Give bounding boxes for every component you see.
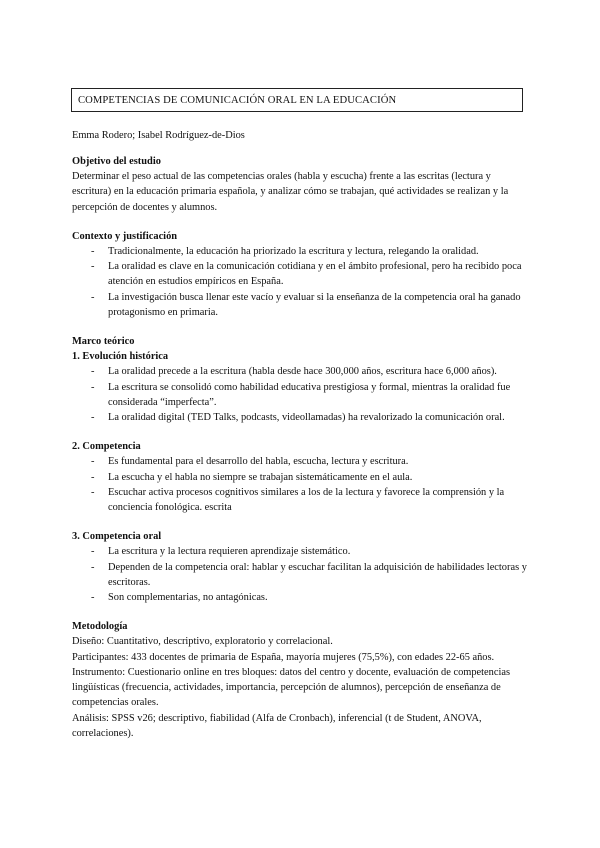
list-item: - Son complementarias, no antagónicas. <box>72 590 528 605</box>
theory-section <box>72 334 528 605</box>
list-item: - Tradicionalmente, la educación ha priorizado la escritura y lectura, relegando la oralidad. <box>72 244 528 259</box>
list-item: - Dependen de la competencia oral: hablar y escuchar facilitan la adquisición de habilidades lectoras y escritoras. <box>72 560 528 590</box>
history-list <box>72 364 528 425</box>
list-item: - La escritura y la lectura requieren aprendizaje sistemático. <box>72 544 528 559</box>
objective-text: Determinar el peso actual de las competencias orales (habla y escucha) frente a las escritas (lectura y escritura) en la educación primaria española, y analizar cómo se trabajan, qué actividades se realizan y la percepción de docentes y alumnos. <box>72 171 509 213</box>
objective-section <box>72 154 528 215</box>
list-item: - La escritura se consolidó como habilidad educativa prestigiosa y formal, mientras la oralidad fue considerada “imperfecta”. <box>72 380 528 410</box>
list-item: - Escuchar activa procesos cognitivos similares a los de la lectura y favorece la comprensión y la conciencia fonológica. escrita <box>72 485 528 515</box>
list-item: - La oralidad es clave en la comunicación cotidiana y en el ámbito profesional, pero ha recibido poca atención en estudios empíricos en España. <box>72 259 528 289</box>
context-list <box>72 244 528 320</box>
methodology-line: Diseño: Cuantitativo, descriptivo, exploratorio y correlacional. <box>72 636 333 648</box>
document-body <box>72 154 528 741</box>
context-section <box>72 229 528 320</box>
methodology-line: Participantes: 433 docentes de primaria de España, mayoría mujeres (75,5%), con edades 22-65 años. <box>72 651 495 663</box>
methodology-section <box>72 619 528 741</box>
subsection-heading: 2. Competencia <box>72 441 141 453</box>
oral-competence-list <box>72 544 528 605</box>
competence-list <box>72 454 528 515</box>
methodology-line: Análisis: SPSS v26; descriptivo, fiabilidad (Alfa de Cronbach), inferencial (t de Student, ANOVA, correlaciones). <box>72 712 482 739</box>
context-heading: Contexto y justificación <box>72 230 178 242</box>
list-item: - La escucha y el habla no siempre se trabajan sistemáticamente en el aula. <box>72 470 528 485</box>
authors: Emma Rodero; Isabel Rodríguez-de-Dios <box>72 130 245 141</box>
document-title: COMPETENCIAS DE COMUNICACIÓN ORAL EN LA EDUCACIÓN <box>71 88 523 112</box>
list-item: - La oralidad precede a la escritura (habla desde hace 300,000 años, escritura hace 6,000 años). <box>72 364 528 379</box>
subsection-heading: 1. Evolución histórica <box>72 351 169 363</box>
objective-heading: Objetivo del estudio <box>72 156 161 167</box>
list-item: - Es fundamental para el desarrollo del habla, escucha, lectura y escritura. <box>72 454 528 469</box>
subsection-heading: 3. Competencia oral <box>72 531 162 543</box>
theory-heading: Marco teórico <box>72 336 135 348</box>
list-item: - La oralidad digital (TED Talks, podcasts, videollamadas) ha revalorizado la comunicación oral. <box>72 410 528 425</box>
list-item: - La investigación busca llenar este vacío y evaluar si la enseñanza de la competencia oral ha ganado protagonismo en primaria. <box>72 290 528 320</box>
methodology-heading: Metodología <box>72 621 128 633</box>
methodology-line: Instrumento: Cuestionario online en tres bloques: datos del centro y docente, evaluación de competencias lingüísticas (frecuencia, actividades, importancia, percepción de alumnos), percepción de enseñanza de competencias orales. <box>72 666 511 709</box>
